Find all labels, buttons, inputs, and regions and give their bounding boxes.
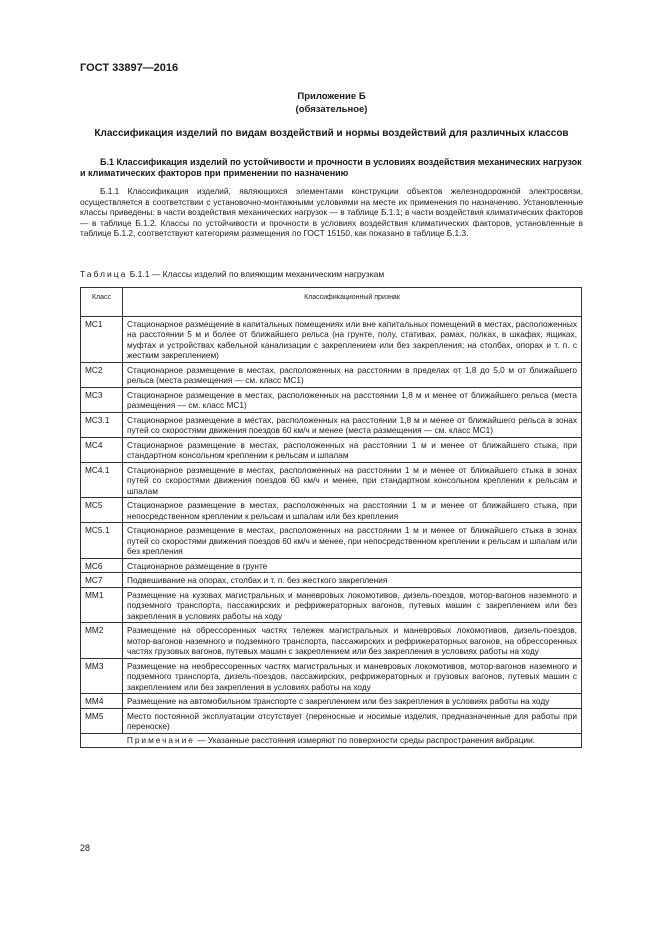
class-description-cell: Место постоянной эксплуатации отсутствует (переносные и носимые изделия, предназначенные для работы при переноске) bbox=[123, 708, 582, 733]
class-code-cell: ММ5 bbox=[81, 708, 123, 733]
class-code-cell: МС3 bbox=[81, 387, 123, 412]
class-description-cell: Размещение на кузовах магистральных и маневровых локомотивов, дизель-поездов, мотор-вагонов наземного и подземного транспорта, пассажирских и рефрижераторных вагонов, путевых машин с закреплением или без закрепления в условиях работы на ходу bbox=[123, 587, 582, 623]
table-row bbox=[81, 412, 582, 437]
table-row bbox=[81, 587, 582, 623]
class-description-cell: Стационарное размещение в местах, расположенных на расстоянии 1 м и менее от ближайшего стыка, при стандартном консольном креплении к рельсам и шпалам bbox=[123, 437, 582, 462]
table-row bbox=[81, 523, 582, 559]
class-description-cell: Размещение на обрессоренных частях тележек магистральных и маневровых локомотивов, дизель-поездов, мотор-вагонов наземного и подземного транспорта, пассажирских и рефрижераторных вагонов, на обрессоренных частях грузовых вагонов, путевых машин с закреплением или без закрепления в условиях работы на ходу bbox=[123, 623, 582, 659]
class-description-cell: Размещение на автомобильном транспорте с закреплением или без закрепления в условиях работы на ходу bbox=[123, 694, 582, 709]
class-code-cell: МС4.1 bbox=[81, 462, 123, 498]
table-caption-text: Б.1.1 — Классы изделий по влияющим механическим нагрузкам bbox=[129, 269, 385, 279]
class-code-cell: МС3.1 bbox=[81, 412, 123, 437]
body-paragraph: Б.1.1 Классификация изделий, являющихся элементами конструкции объектов железнодорожной электросвязи, осуществляется в соответствии с установочно-монтажными условиями на месте их применения по назначению. Установленные классы приведены: в части воздействия механических нагрузок — в таблице Б.1.1; в части воздействия климатических факторов — в таблице Б.1.2. Классы по устойчивости и прочности в условиях воздействия климатических факторов, установленные в таблице Б.1.2, соответствуют категориям размещения по ГОСТ 15150, как показано в таблице Б.1.3. bbox=[80, 186, 583, 238]
note-label: Примечание bbox=[126, 734, 195, 745]
class-description-cell: Стационарное размещение в грунте bbox=[123, 558, 582, 573]
class-code-cell: МС2 bbox=[81, 362, 123, 387]
class-code-cell: ММ2 bbox=[81, 623, 123, 659]
table-row bbox=[81, 316, 582, 362]
table-header-row bbox=[81, 288, 582, 317]
class-description-cell: Стационарное размещение в капитальных помещениях или вне капитальных помещений в местах, расположенных на расстоянии 5 м и более от ближайшего рельса (на грунте, полу, стативах, рамах, полках, в шкафах, ящиках, муфтах и устройствах кабельной канализации с закреплением или без закрепления; на столбах, опорах и т. п. с жестким закреплением) bbox=[123, 316, 582, 362]
class-code-cell: МС4 bbox=[81, 437, 123, 462]
class-code-cell: ММ4 bbox=[81, 694, 123, 709]
class-code-cell: МС1 bbox=[81, 316, 123, 362]
table-row bbox=[81, 558, 582, 573]
table-caption-label: Таблица bbox=[80, 269, 128, 279]
class-code-cell: ММ1 bbox=[81, 587, 123, 623]
class-code-cell: МС5.1 bbox=[81, 523, 123, 559]
section-title: Классификация изделий по видам воздействий и нормы воздействий для различных классов bbox=[94, 128, 569, 139]
class-description-cell: Стационарное размещение в местах, расположенных на расстоянии 1,8 м и менее от ближайшего рельса (места размещения — см. класс МС1) bbox=[123, 387, 582, 412]
classification-table bbox=[80, 287, 582, 748]
table-row bbox=[81, 498, 582, 523]
table-note-row bbox=[81, 733, 582, 748]
subsection-title: Б.1 Классификация изделий по устойчивости и прочности в условиях воздействия механических нагрузок и климатических факторов при применении по назначению bbox=[80, 157, 582, 178]
class-description-cell: Стационарное размещение в местах, расположенных на расстоянии 1,8 м и менее от ближайшего рельса в зонах путей со скоростями движения поездов 60 км/ч и менее (места размещения — см. класс МС1) bbox=[123, 412, 582, 437]
column-header-class: Класс bbox=[81, 288, 123, 317]
table-row bbox=[81, 573, 582, 588]
table-row bbox=[81, 387, 582, 412]
class-code-cell: МС6 bbox=[81, 558, 123, 573]
table-row bbox=[81, 658, 582, 694]
appendix-heading bbox=[80, 90, 583, 116]
table-row bbox=[81, 437, 582, 462]
class-code-cell: МС7 bbox=[81, 573, 123, 588]
page-number: 28 bbox=[80, 843, 91, 853]
table-row bbox=[81, 362, 582, 387]
note-text: — Указанные расстояния измеряют по поверхности среды распространения вибрации. bbox=[197, 734, 536, 745]
column-header-feature: Классификационный признак bbox=[123, 288, 582, 317]
appendix-subtitle: (обязательное) bbox=[295, 104, 368, 115]
class-code-cell: ММ3 bbox=[81, 658, 123, 694]
class-code-cell: МС5 bbox=[81, 498, 123, 523]
class-description-cell: Стационарное размещение в местах, расположенных на расстоянии 1 м и менее от ближайшего стыка, при непосредственном креплении к рельсам и шпалам или без крепления bbox=[123, 498, 582, 523]
class-description-cell: Размещение на необрессоренных частях магистральных и маневровых локомотивов, мотор-вагонов наземного и подземного транспорта, дизель-поездов, пассажирских, рефрижераторных и грузовых вагонов, путевых машин с закреплением или без закрепления в условиях работы на ходу bbox=[123, 658, 582, 694]
table-caption bbox=[80, 269, 384, 279]
appendix-title: Приложение Б bbox=[297, 91, 366, 102]
document-standard-number: ГОСТ 33897—2016 bbox=[80, 62, 179, 74]
table-note bbox=[81, 733, 582, 748]
class-description-cell: Стационарное размещение в местах, расположенных на расстоянии 1 м и менее от ближайшего стыка в зонах путей со скоростями движения поездов 60 км/ч и менее, при непосредственном креплении к рельсам и шпалам или без крепления bbox=[123, 523, 582, 559]
table-row bbox=[81, 694, 582, 709]
table-row bbox=[81, 708, 582, 733]
table-row bbox=[81, 462, 582, 498]
table-row bbox=[81, 623, 582, 659]
class-description-cell: Стационарное размещение в местах, расположенных на расстоянии 1 м и менее от ближайшего стыка в зонах путей со скоростями движения поездов 60 км/ч и менее, при стандартном консольном креплении к рельсам и шпалам bbox=[123, 462, 582, 498]
class-description-cell: Стационарное размещение в местах, расположенных на расстоянии в пределах от 1,8 до 5,0 м от ближайшего рельса (места размещения — см. класс МС1) bbox=[123, 362, 582, 387]
class-description-cell: Подвешивание на опорах, столбах и т. п. без жесткого закрепления bbox=[123, 573, 582, 588]
